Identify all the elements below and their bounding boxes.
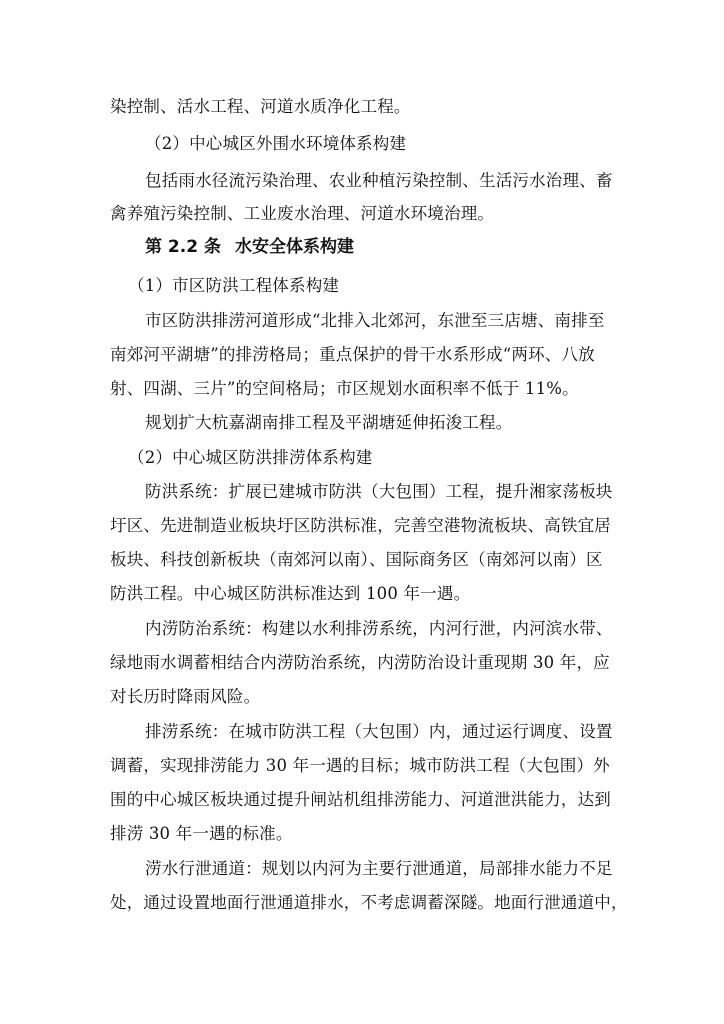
section-number: 第 2.2 条 bbox=[145, 237, 221, 257]
paragraph-line: 板块、科技创新板块（南郊河以南）、国际商务区（南郊河以南）区 bbox=[110, 550, 603, 569]
paragraph-line: 围的中心城区板块通过提升闸站机组排涝能力、河道泄洪能力，达到 bbox=[110, 790, 611, 809]
paragraph-line: 规划扩大杭嘉湖南排工程及平湖塘延伸拓浚工程。 bbox=[145, 413, 513, 432]
paragraph-line: 禽养殖污染控制、工业废水治理、河道水环境治理。 bbox=[110, 204, 495, 223]
paragraph-line: 染控制、活水工程、河道水质净化工程。 bbox=[110, 97, 411, 116]
paragraph-line: 对长历时降雨风险。 bbox=[110, 687, 261, 706]
paragraph-line: 包括雨水径流污染治理、农业种植污染控制、生活污水治理、畜 bbox=[145, 171, 613, 190]
paragraph-line: 市区防洪排涝河道形成“北排入北郊河，东泄至三店塘、南排至 bbox=[145, 311, 605, 330]
subsection-heading: （2）中心城区外围水环境体系构建 bbox=[145, 134, 407, 153]
paragraph-line: 射、四湖、三片”的空间格局；市区规划水面积率不低于 11%。 bbox=[110, 379, 579, 398]
paragraph-line: 内涝防治系统：构建以水利排涝系统，内河行泄，内河滨水带、 bbox=[145, 619, 613, 638]
paragraph-line: 南郊河平湖塘”的排涝格局；重点保护的骨干水系形成“两环、八放 bbox=[110, 345, 595, 364]
paragraph-line: 圩区、先进制造业板块圩区防洪标准，完善空港物流板块、高铁宜居 bbox=[110, 516, 611, 535]
paragraph-line: 绿地雨水调蓄相结合内涝防治系统，内涝防治设计重现期 30 年，应 bbox=[110, 653, 610, 672]
paragraph-line: 防洪工程。中心城区防洪标准达到 100 年一遇。 bbox=[110, 584, 471, 603]
paragraph-line: 调蓄，实现排涝能力 30 年一遇的目标；城市防洪工程（大包围）外 bbox=[110, 756, 610, 775]
paragraph-line: 排涝 30 年一遇的标准。 bbox=[110, 824, 293, 843]
subsection-heading: （1）市区防洪工程体系构建 bbox=[128, 276, 340, 295]
section-title: 水安全体系构建 bbox=[234, 237, 354, 257]
section-heading bbox=[145, 236, 354, 258]
paragraph-line: 防洪系统：扩展已建城市防洪（大包围）工程，提升湘家荡板块 bbox=[145, 482, 613, 501]
subsection-heading: （2）中心城区防洪排涝体系构建 bbox=[128, 448, 373, 467]
paragraph-line: 排涝系统：在城市防洪工程（大包围）内，通过运行调度、设置 bbox=[145, 722, 613, 741]
paragraph-line: 处，通过设置地面行泄通道排水，不考虑调蓄深隧。地面行泄通道中， bbox=[110, 893, 628, 912]
paragraph-line: 涝水行泄通道：规划以内河为主要行泄通道，局部排水能力不足 bbox=[145, 859, 613, 878]
